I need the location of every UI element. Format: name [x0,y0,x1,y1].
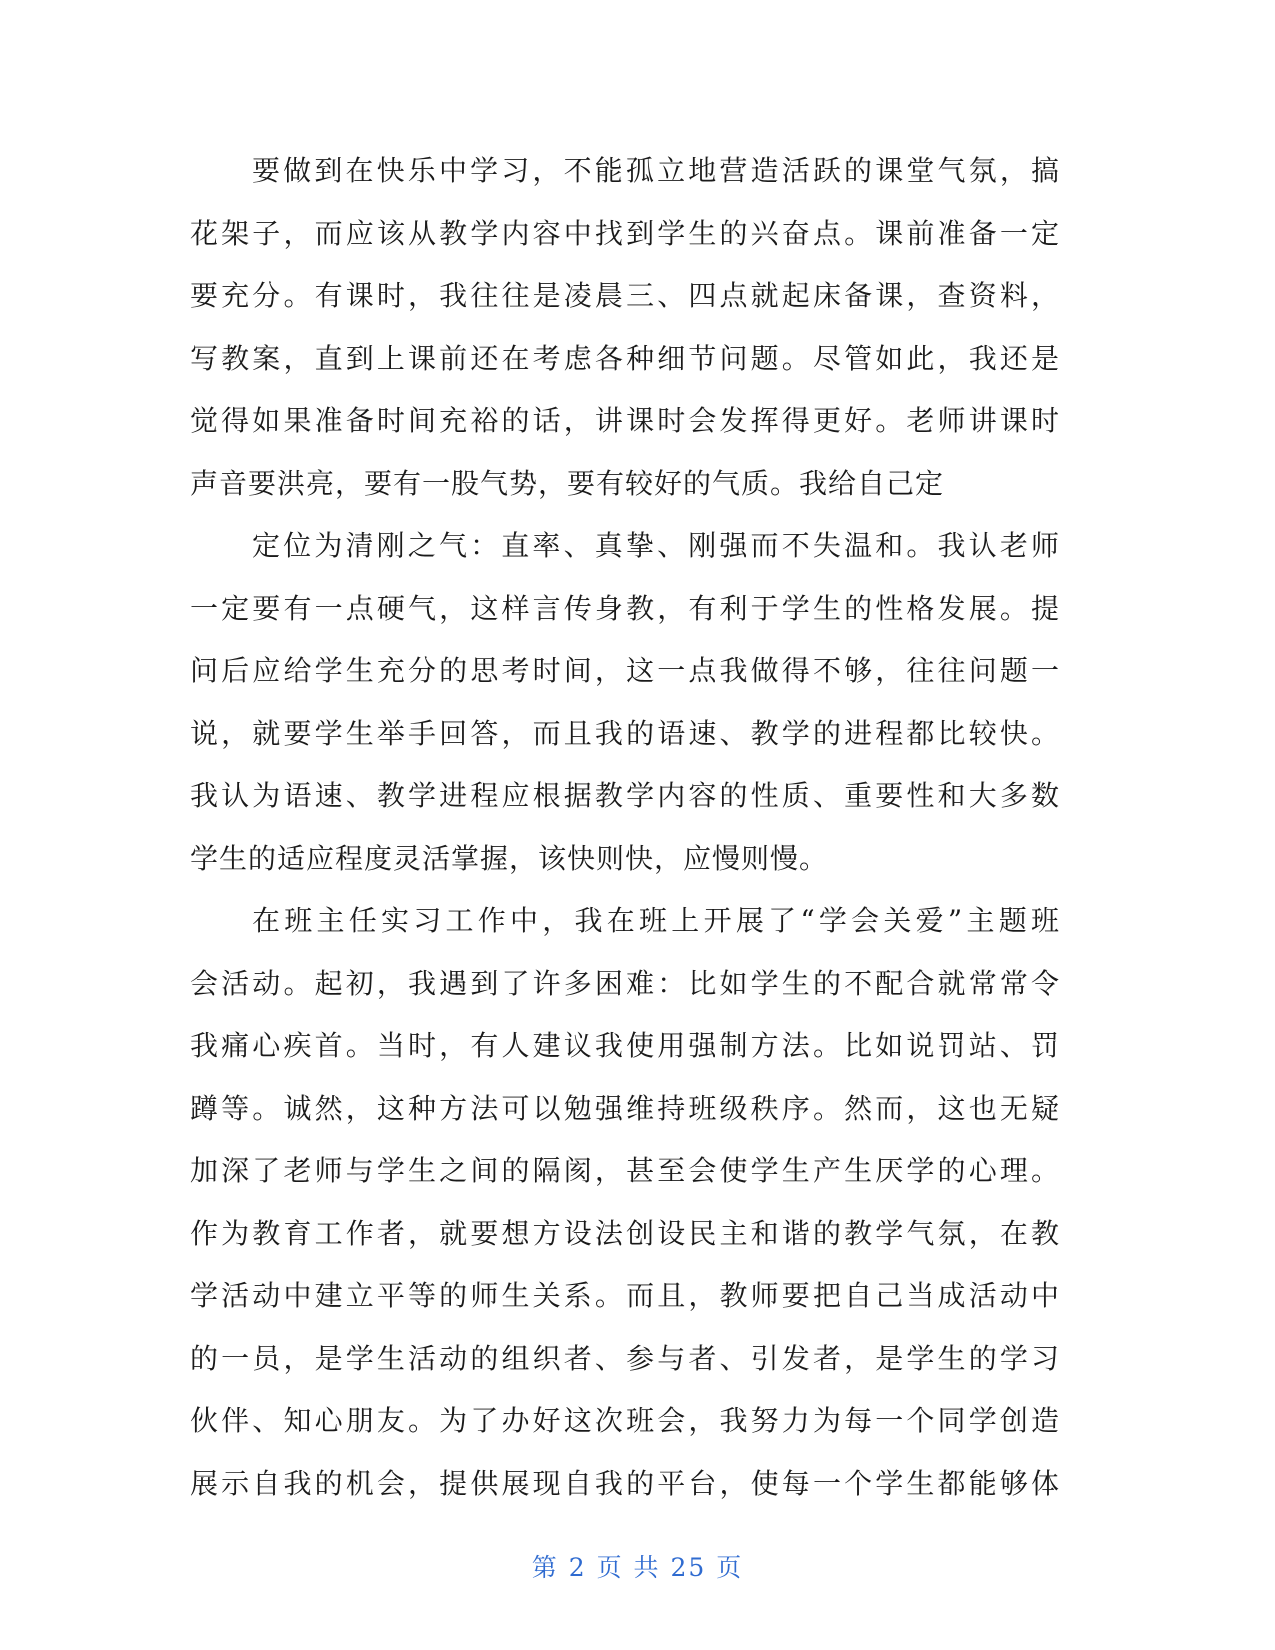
text-line: 我痛心疾首。当时，有人建议我使用强制方法。比如说罚站、罚 [190,1029,1060,1062]
text-line: 我认为语速、教学进程应根据教学内容的性质、重要性和大多数 [190,779,1060,812]
text-line: 觉得如果准备时间充裕的话，讲课时会发挥得更好。老师讲课时 [190,404,1060,437]
text-line: 花架子，而应该从教学内容中找到学生的兴奋点。课前准备一定 [190,216,1060,250]
text-line: 要充分。有课时，我往往是凌晨三、四点就起床备课，查资料， [190,279,1060,312]
text-line: 的一员，是学生活动的组织者、参与者、引发者，是学生的学习 [190,1341,1060,1375]
text-line: 伙伴、知心朋友。为了办好这次班会，我努力为每一个同学创造 [190,1404,1060,1437]
text-line: 定位为清刚之气：直率、真挚、刚强而不失温和。我认老师 [252,529,1060,562]
text-line: 一定要有一点硬气，这样言传身教，有利于学生的性格发展。提 [190,591,1060,625]
text-line: 要做到在快乐中学习，不能孤立地营造活跃的课堂气氛，搞 [252,154,1060,187]
text-line: 展示自我的机会，提供展现自我的平台，使每一个学生都能够体 [190,1466,1060,1500]
document-body [190,140,1060,1515]
text-line: 在班主任实习工作中，我在班上开展了“学会关爱”主题班 [252,904,1060,937]
text-line: 蹲等。诚然，这种方法可以勉强维持班级秩序。然而，这也无疑 [190,1091,1060,1125]
text-line: 学活动中建立平等的师生关系。而且，教师要把自己当成活动中 [190,1279,1060,1312]
text-line: 加深了老师与学生之间的隔阂，甚至会使学生产生厌学的心理。 [190,1154,1060,1187]
text-line: 会活动。起初，我遇到了许多困难：比如学生的不配合就常常令 [190,966,1060,1000]
text-line: 学生的适应程度灵活掌握，该快则快，应慢则慢。 [190,841,829,875]
text-line: 说，就要学生举手回答，而且我的语速、教学的进程都比较快。 [190,716,1060,750]
text-line: 问后应给学生充分的思考时间，这一点我做得不够，往往问题一 [190,654,1060,687]
text-line: 作为教育工作者，就要想方设法创设民主和谐的教学气氛，在教 [190,1216,1060,1250]
page-footer: 第 2 页 共 25 页 [531,1553,744,1582]
text-line: 声音要洪亮，要有一股气势，要有较好的气质。我给自己定 [190,466,945,500]
text-line: 写教案，直到上课前还在考虑各种细节问题。尽管如此，我还是 [190,341,1060,375]
